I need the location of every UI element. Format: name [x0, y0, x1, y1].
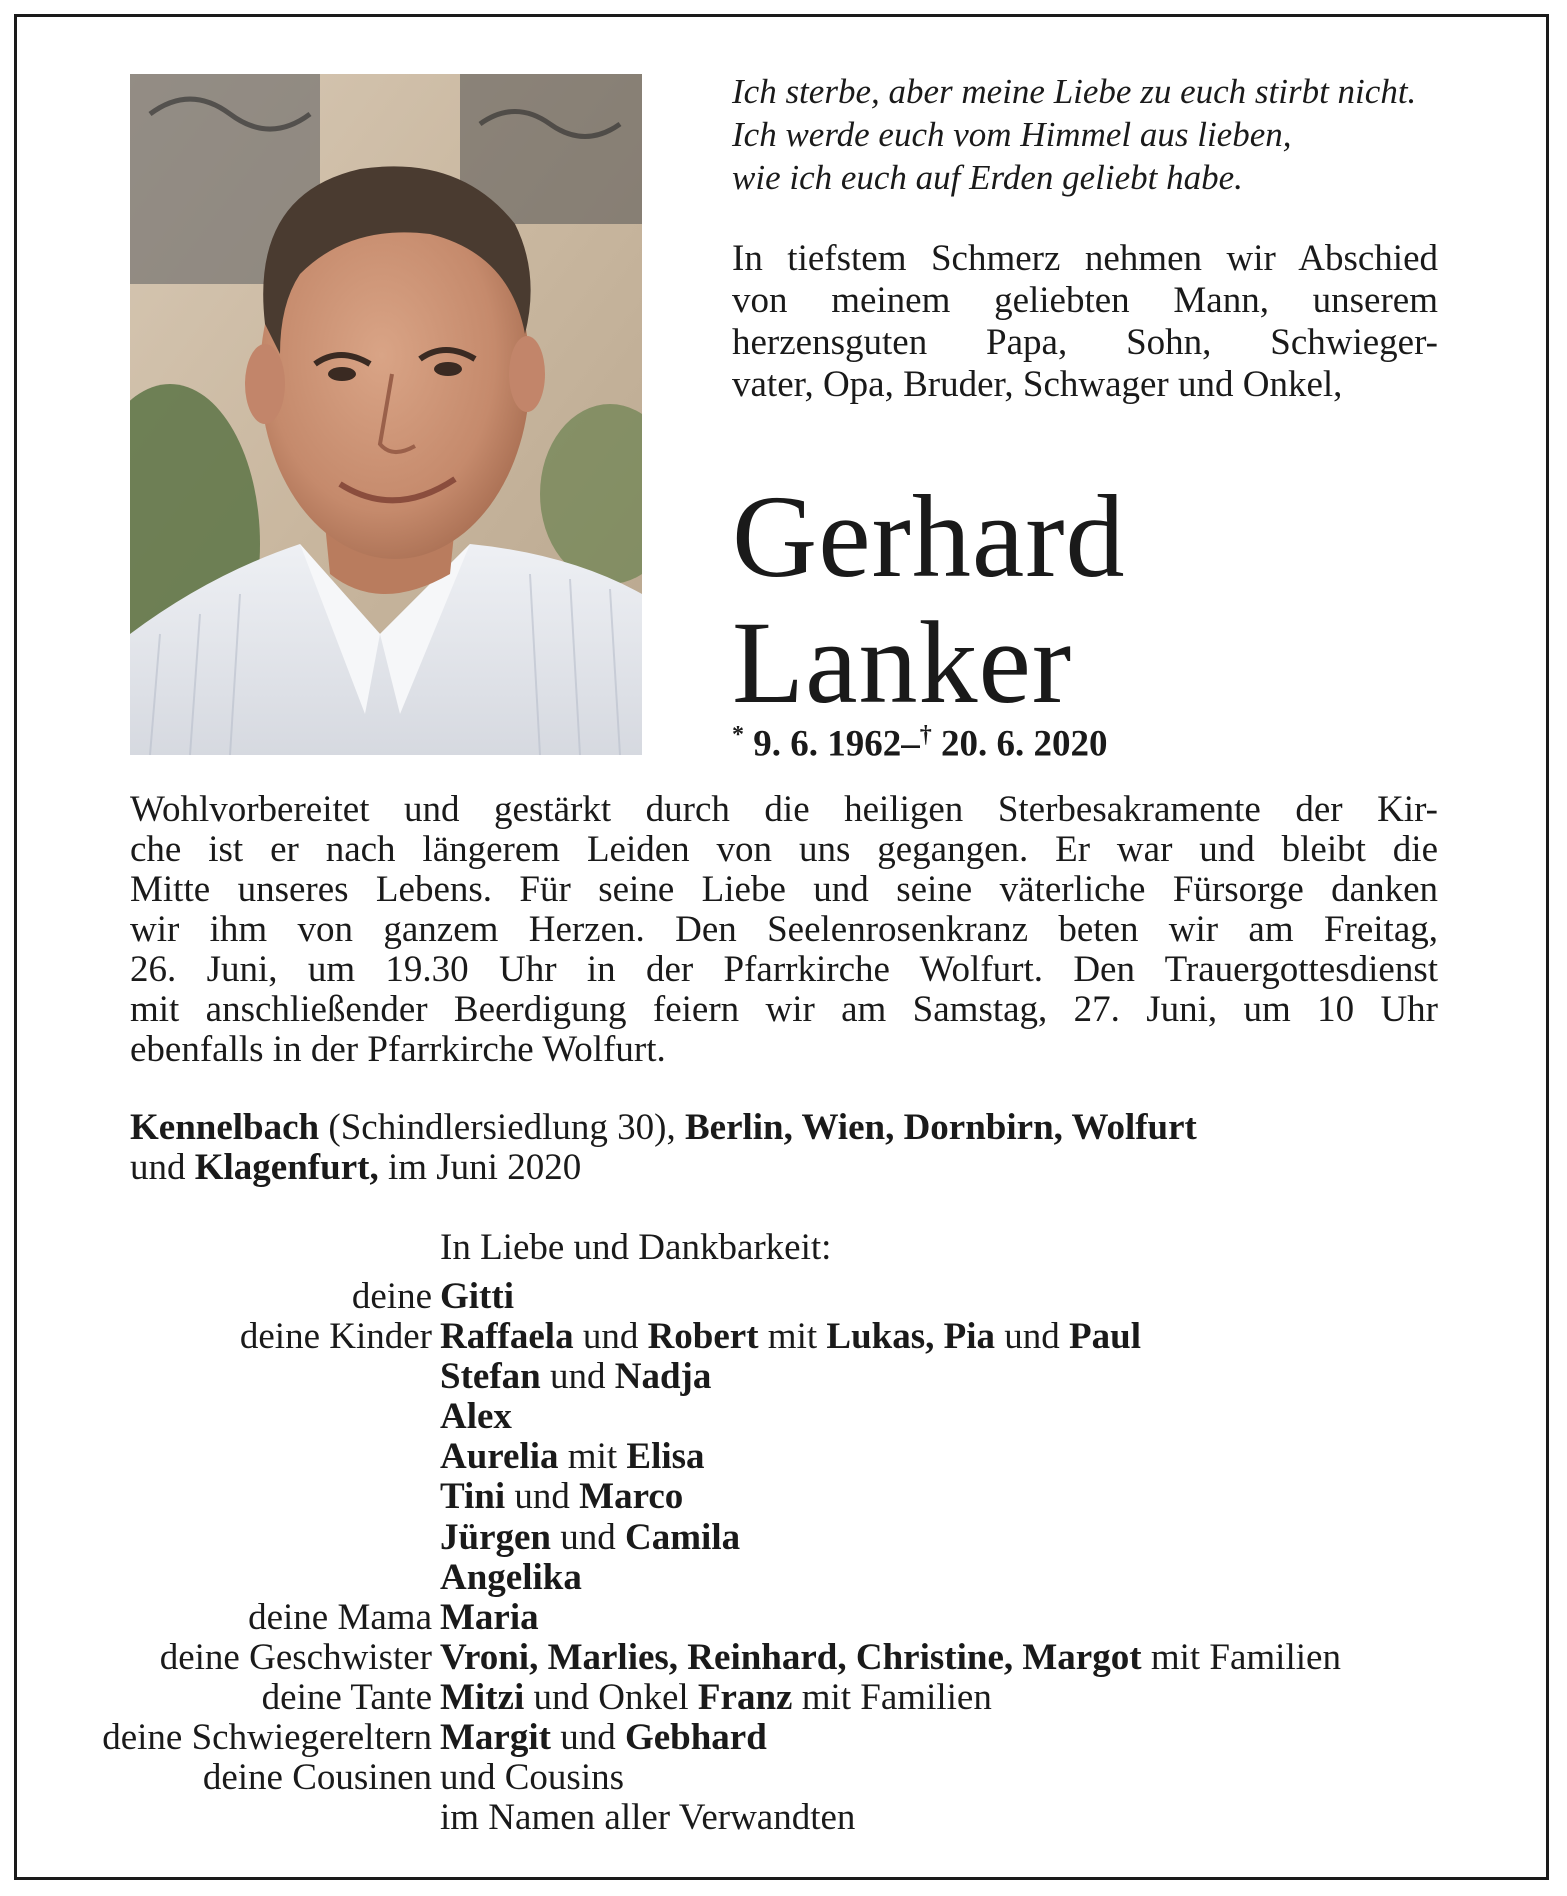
mourner-row: [30, 1638, 1530, 1678]
relation: deine: [351, 1276, 432, 1317]
portrait-illustration: [130, 74, 642, 755]
body-line: Wohlvorbereitet und gestärkt durch die heiligen Sterbesakramente der Kir-: [130, 789, 1438, 830]
relation: deine Schwiegereltern: [102, 1717, 432, 1759]
mourner-name: Margit: [440, 1717, 551, 1759]
relation: deine Mama: [248, 1596, 432, 1638]
body-line: che ist er nach längerem Leiden von uns gegangen. Er war und bleibt die: [130, 829, 1438, 870]
relation: deine Geschwister: [159, 1636, 432, 1678]
address: (Schindlersiedlung 30),: [319, 1107, 685, 1148]
connector: und: [551, 1516, 625, 1558]
mourner-name: Alex: [440, 1396, 512, 1438]
mourner-name: Maria: [440, 1596, 539, 1638]
life-dates: [732, 722, 1108, 765]
mourner-row: [30, 1758, 1530, 1798]
relation: deine Kinder: [239, 1316, 432, 1358]
mourner-name: Paul: [1069, 1316, 1141, 1358]
mourner-row: [30, 1678, 1530, 1718]
connector: und Cousins: [440, 1757, 625, 1799]
gratitude-line: In Liebe und Dankbarkeit:: [440, 1227, 832, 1268]
mourner-name: Mitzi: [440, 1676, 525, 1718]
body-line: Mitte unseres Lebens. Für seine Liebe und seine väterliche Fürsorge danken: [130, 869, 1438, 910]
mourner-row: [30, 1437, 1530, 1477]
mourner-name: Tini: [440, 1476, 506, 1518]
connector: und: [995, 1316, 1070, 1358]
mourners-list: [30, 1277, 1530, 1838]
connector: und: [573, 1316, 648, 1358]
mourner-name: Raffaela: [440, 1316, 574, 1358]
place-line: [130, 1108, 1460, 1148]
relation: deine Cousinen: [202, 1757, 432, 1799]
mourner-row: [30, 1558, 1530, 1598]
mourner-row: [30, 1317, 1530, 1357]
portrait-photo: [130, 74, 642, 755]
town: Kennelbach: [130, 1107, 320, 1148]
connector: mit Familien: [1141, 1636, 1341, 1678]
cities: Berlin, Wien, Dornbirn, Wolfurt: [684, 1107, 1197, 1148]
mourner-name: Elisa: [626, 1436, 705, 1478]
quote: [732, 70, 1532, 199]
mourner-row: [30, 1718, 1530, 1758]
last-name: Lanker: [732, 597, 1073, 728]
mourner-name: Stefan: [440, 1356, 541, 1398]
first-name: Gerhard: [732, 471, 1126, 602]
intro-line: von meinem geliebten Mann, unserem: [732, 280, 1438, 321]
mourner-row: [30, 1357, 1530, 1397]
connector: mit: [758, 1316, 827, 1358]
connector: und Onkel: [524, 1676, 698, 1718]
mourner-row: [30, 1598, 1530, 1638]
body-line: ebenfalls in der Pfarrkirche Wolfurt.: [130, 1029, 666, 1070]
mourner-row: [30, 1397, 1530, 1437]
intro-text: [732, 238, 1438, 406]
mourner-name: Marco: [579, 1476, 684, 1518]
body-text: [130, 790, 1438, 1070]
relation: deine Tante: [261, 1676, 432, 1718]
mourner-name: Gebhard: [624, 1717, 767, 1759]
date-dash: –: [901, 723, 920, 765]
connector: und: [550, 1717, 625, 1759]
intro-line: In tiefstem Schmerz nehmen wir Abschied: [732, 238, 1438, 279]
death-symbol: †: [919, 722, 932, 748]
mourner-name: Robert: [647, 1316, 759, 1358]
mourner-name: Camila: [625, 1516, 741, 1558]
intro-line: herzensguten Papa, Sohn, Schwieger-: [732, 322, 1438, 363]
mourner-row: [30, 1477, 1530, 1517]
deceased-name: [732, 471, 1126, 728]
birth-symbol: *: [732, 722, 744, 748]
mourner-row: [30, 1277, 1530, 1317]
connector: mit Familien: [792, 1676, 992, 1718]
closing-line: im Namen aller Verwandten: [440, 1797, 856, 1839]
mourner-name: Angelika: [440, 1556, 582, 1598]
connector: mit: [558, 1436, 627, 1478]
intro-line: vater, Opa, Bruder, Schwager und Onkel,: [732, 364, 1343, 405]
connector: und: [505, 1476, 580, 1518]
body-line: wir ihm von ganzem Herzen. Den Seelenrosenkranz beten wir am Freitag,: [130, 909, 1438, 950]
body-line: 26. Juni, um 19.30 Uhr in der Pfarrkirche Wolfurt. Den Trauergottesdienst: [130, 949, 1438, 990]
mourner-name: Nadja: [614, 1356, 712, 1398]
month-year: im Juni 2020: [378, 1147, 582, 1188]
birth-date: 9. 6. 1962: [753, 723, 902, 765]
mourner-name: Vroni, Marlies, Reinhard, Christine, Margot: [440, 1636, 1142, 1678]
connector: und: [540, 1356, 615, 1398]
place-line: [130, 1148, 1460, 1188]
mourner-name: Franz: [697, 1676, 793, 1718]
quote-line: Ich sterbe, aber meine Liebe zu euch stirbt nicht.: [732, 72, 1417, 111]
quote-line: wie ich euch auf Erden geliebt habe.: [732, 158, 1243, 197]
death-date: 20. 6. 2020: [941, 723, 1108, 765]
mourner-name: Lukas, Pia: [826, 1316, 996, 1358]
place-and-date: [130, 1108, 1460, 1188]
body-line: mit anschließender Beerdigung feiern wir am Samstag, 27. Juni, um 10 Uhr: [130, 989, 1438, 1030]
quote-line: Ich werde euch vom Himmel aus lieben,: [732, 115, 1292, 154]
mourner-row: [30, 1518, 1530, 1558]
city-last: Klagenfurt,: [194, 1147, 379, 1188]
mourner-name: Gitti: [440, 1276, 514, 1317]
mourner-name: Jürgen: [440, 1516, 551, 1558]
mourner-name: Aurelia: [440, 1436, 559, 1478]
und-word: und: [130, 1147, 195, 1188]
mourner-row: [30, 1798, 1530, 1838]
